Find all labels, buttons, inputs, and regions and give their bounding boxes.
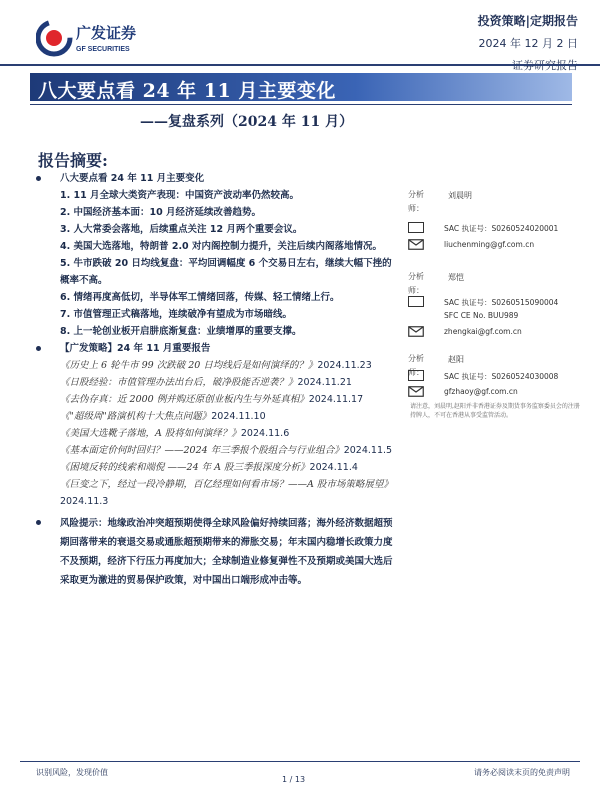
summary-body: [36, 170, 396, 590]
report-title: 八大要点看 24 年 11 月主要变化: [38, 80, 336, 102]
analyst-card: [408, 270, 580, 352]
footer-slogan: 识别风险，发现价值: [36, 768, 108, 777]
analyst-label: 分析师：: [408, 272, 424, 295]
report-type: 投资策略|定期报告: [477, 14, 578, 28]
analyst-email[interactable]: zhengkai@gf.com.cn: [444, 327, 522, 336]
refs-heading-row: [36, 340, 396, 357]
refs-heading: 【广发策略】24 年 11 月重要报告: [60, 343, 211, 354]
summary-heading: 八大要点看 24 年 11 月主要变化: [60, 173, 205, 184]
analyst-card: [408, 352, 580, 434]
point-1: 1. 11 月全球大类资产表现：中国资产波动率仍然较高。: [60, 190, 300, 201]
company-logo: [36, 18, 186, 58]
mail-icon: [408, 386, 424, 397]
risk-warning: 风险提示：地缘政治冲突超预期使得全球风险偏好持续回落；海外经济数据超预期回落带来的衰退交易或通胀超预期带来的滞胀交易；年末国内稳增长政策力度不及预期，经济下行压力再度加大；全球制造业修复弹性不及预期或美国大选后采取更为激进的贸易保护政策，对中国出口端形成冲击等。: [60, 518, 393, 586]
svg-text:广发证券: 广发证券: [76, 25, 137, 42]
footer-divider: [20, 761, 580, 762]
point-8: 8. 上一轮创业板开启肼底渐复盘：业绩增厚的重要支撑。: [60, 326, 302, 337]
point-7: 7. 市值管理正式稿落地，连续破净有望成为市场暗线。: [60, 309, 293, 320]
analyst-email[interactable]: liuchenming@gf.com.cn: [444, 240, 535, 249]
svg-text:GF SECURITIES: GF SECURITIES: [76, 46, 130, 53]
analyst-card: [408, 188, 580, 270]
footer-disclaimer: 请务必阅读末页的免责声明: [474, 768, 570, 777]
mail-icon: [408, 239, 424, 250]
ref-link[interactable]: 《美国大选靴子落地，A 股将如何演绎？》2024.11.6: [60, 428, 290, 439]
analyst-panel: [408, 188, 580, 434]
ref-link[interactable]: 《历史上 6 轮牛市 99 次跌破 20 日均线后是如何演绎的？》2024.11.23: [60, 360, 372, 371]
analyst-email[interactable]: gfzhaoy@gf.com.cn: [444, 387, 518, 396]
point-3: 3. 人大常委会落地，后续重点关注 12 月两个重要会议。: [60, 224, 303, 235]
analyst-sfc: SFC CE No. BUU989: [444, 311, 519, 320]
id-card-icon: [408, 296, 424, 307]
id-card-icon: [408, 370, 424, 381]
analyst-label: 分析师：: [408, 354, 424, 377]
analyst-sac: SAC 执证号：S0260524020001: [444, 224, 559, 233]
risk-warning-row: [36, 514, 396, 590]
header-divider: [0, 64, 600, 66]
page-number: 1 / 13: [282, 775, 306, 784]
analyst-name: 赵阳: [448, 355, 464, 364]
header-meta: [478, 12, 578, 79]
ref-link[interactable]: 《去伪存真：近 2000 例并购还原创业板内生与外延真相》2024.11.17: [60, 394, 364, 405]
point-4: 4. 美国大选落地，特朗普 2.0 对内阁控制力提升，关注后续内阁落地情况。: [60, 241, 382, 252]
analyst-label: 分析师：: [408, 190, 424, 213]
id-card-icon: [408, 222, 424, 233]
summary-title: 报告摘要:: [38, 151, 108, 170]
subtitle-divider: [30, 104, 572, 105]
ref-link[interactable]: 《"超级周"路演机构十大焦点问题》2024.11.10: [60, 411, 266, 422]
ref-link[interactable]: 《巨变之下，经过一段冷静期，百亿经理如何看市场？——A 股市场策略展望》2024.11.3: [60, 479, 393, 507]
point-6: 6. 情绪再度高低切，半导体军工情绪回落，传媒、轻工情绪上行。: [60, 292, 340, 303]
analyst-sac: SAC 执证号：S0260515090004: [444, 298, 559, 307]
license-note: 请注意，刘晨明,赵阳并非香港证券及期货事务监察委员会的注册持牌人，不可在香港从事受监管活动。: [410, 403, 580, 419]
analyst-name: 刘晨明: [448, 191, 472, 200]
bullet-dot: [36, 346, 41, 351]
summary-heading-row: [36, 170, 396, 187]
mail-icon: [408, 326, 424, 337]
report-subtitle: ——复盘系列（2024 年 11 月）: [140, 114, 354, 130]
bullet-dot: [36, 176, 41, 181]
analyst-name: 郑恺: [448, 273, 464, 282]
ref-link[interactable]: 《困境反转的线索和端倪 ——24 年 A 股三季报深度分析》2024.11.4: [60, 462, 358, 473]
point-5: 5. 牛市跌破 20 日均线复盘：平均回调幅度 6 个交易日左右，继续大幅下挫的概率不高。: [60, 258, 392, 286]
point-2: 2. 中国经济基本面：10 月经济延续改善趋势。: [60, 207, 262, 218]
ref-link[interactable]: 《基本面定价何时回归？——2024 年三季报个股组合与行业组合》2024.11.5: [60, 445, 393, 456]
ref-link[interactable]: 《日股经验：市值管理办法出台后，破净股能否逆袭？》2024.11.21: [60, 377, 352, 388]
bullet-dot: [36, 520, 41, 525]
analyst-sac: SAC 执证号：S0260524030008: [444, 372, 559, 381]
report-date: 2024 年 12 月 2 日: [478, 37, 578, 50]
